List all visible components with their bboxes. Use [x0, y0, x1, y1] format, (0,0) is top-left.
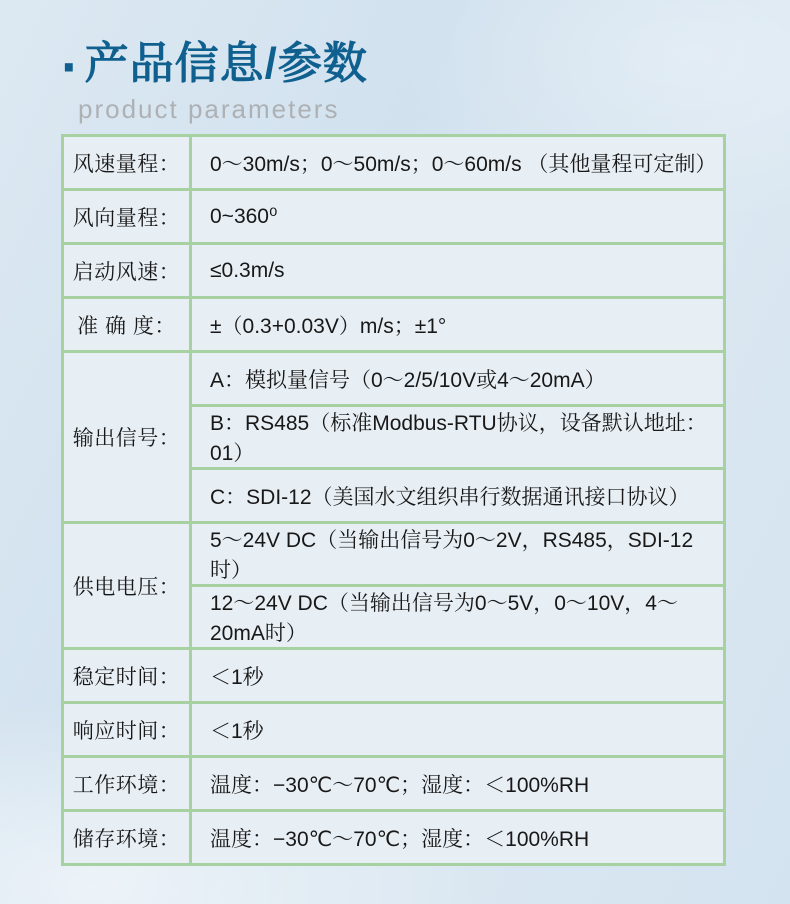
row-value: 12～24V DC（当输出信号为0～5V，0～10V，4～20mA时）: [191, 586, 725, 649]
row-value: ＜1秒: [191, 703, 725, 757]
row-value: 0~360⁰: [191, 190, 725, 244]
row-label: 风向量程：: [63, 190, 191, 244]
title-bullet-icon: ·: [61, 35, 81, 98]
row-value: ±（0.3+0.03V）m/s；±1°: [191, 298, 725, 352]
row-label: 风速量程：: [63, 136, 191, 190]
row-value: A：模拟量信号（0～2/5/10V或4～20mA）: [191, 352, 725, 406]
row-value: 5～24V DC（当输出信号为0～2V，RS485，SDI-12时）: [191, 523, 725, 586]
table-row-storage-environment: [63, 811, 725, 865]
row-value: C：SDI-12（美国水文组织串行数据通讯接口协议）: [191, 469, 725, 523]
row-label: 响应时间：: [63, 703, 191, 757]
table-row-supply-voltage-1: [63, 523, 725, 586]
row-value: ≤0.3m/s: [191, 244, 725, 298]
row-label: 准 确 度：: [63, 298, 191, 352]
row-label: 启动风速：: [63, 244, 191, 298]
table-row-working-environment: [63, 757, 725, 811]
table-row-response-time: [63, 703, 725, 757]
row-value: 0～30m/s；0～50m/s；0～60m/s （其他量程可定制）: [191, 136, 725, 190]
row-value: 温度：−30℃～70℃；湿度：＜100%RH: [191, 811, 725, 865]
table-row-wind-speed-range: [63, 136, 725, 190]
row-label: 工作环境：: [63, 757, 191, 811]
page-subtitle: product parameters: [78, 94, 340, 124]
row-label: 储存环境：: [63, 811, 191, 865]
table-row-accuracy: [63, 298, 725, 352]
table-row-starting-wind-speed: [63, 244, 725, 298]
row-label: 稳定时间：: [63, 649, 191, 703]
section-header: [61, 35, 790, 125]
table-row-wind-direction-range: [63, 190, 725, 244]
spec-table: [61, 134, 726, 866]
row-value: ＜1秒: [191, 649, 725, 703]
row-value: B：RS485（标准Modbus-RTU协议，设备默认地址：01）: [191, 406, 725, 469]
table-row-stabilization-time: [63, 649, 725, 703]
row-label: 输出信号：: [63, 352, 191, 523]
page-title-text: 产品信息/参数: [84, 39, 368, 88]
row-label: 供电电压：: [63, 523, 191, 649]
table-row-output-signal-a: [63, 352, 725, 406]
row-value: 温度：−30℃～70℃；湿度：＜100%RH: [191, 757, 725, 811]
page-title: [61, 35, 790, 98]
